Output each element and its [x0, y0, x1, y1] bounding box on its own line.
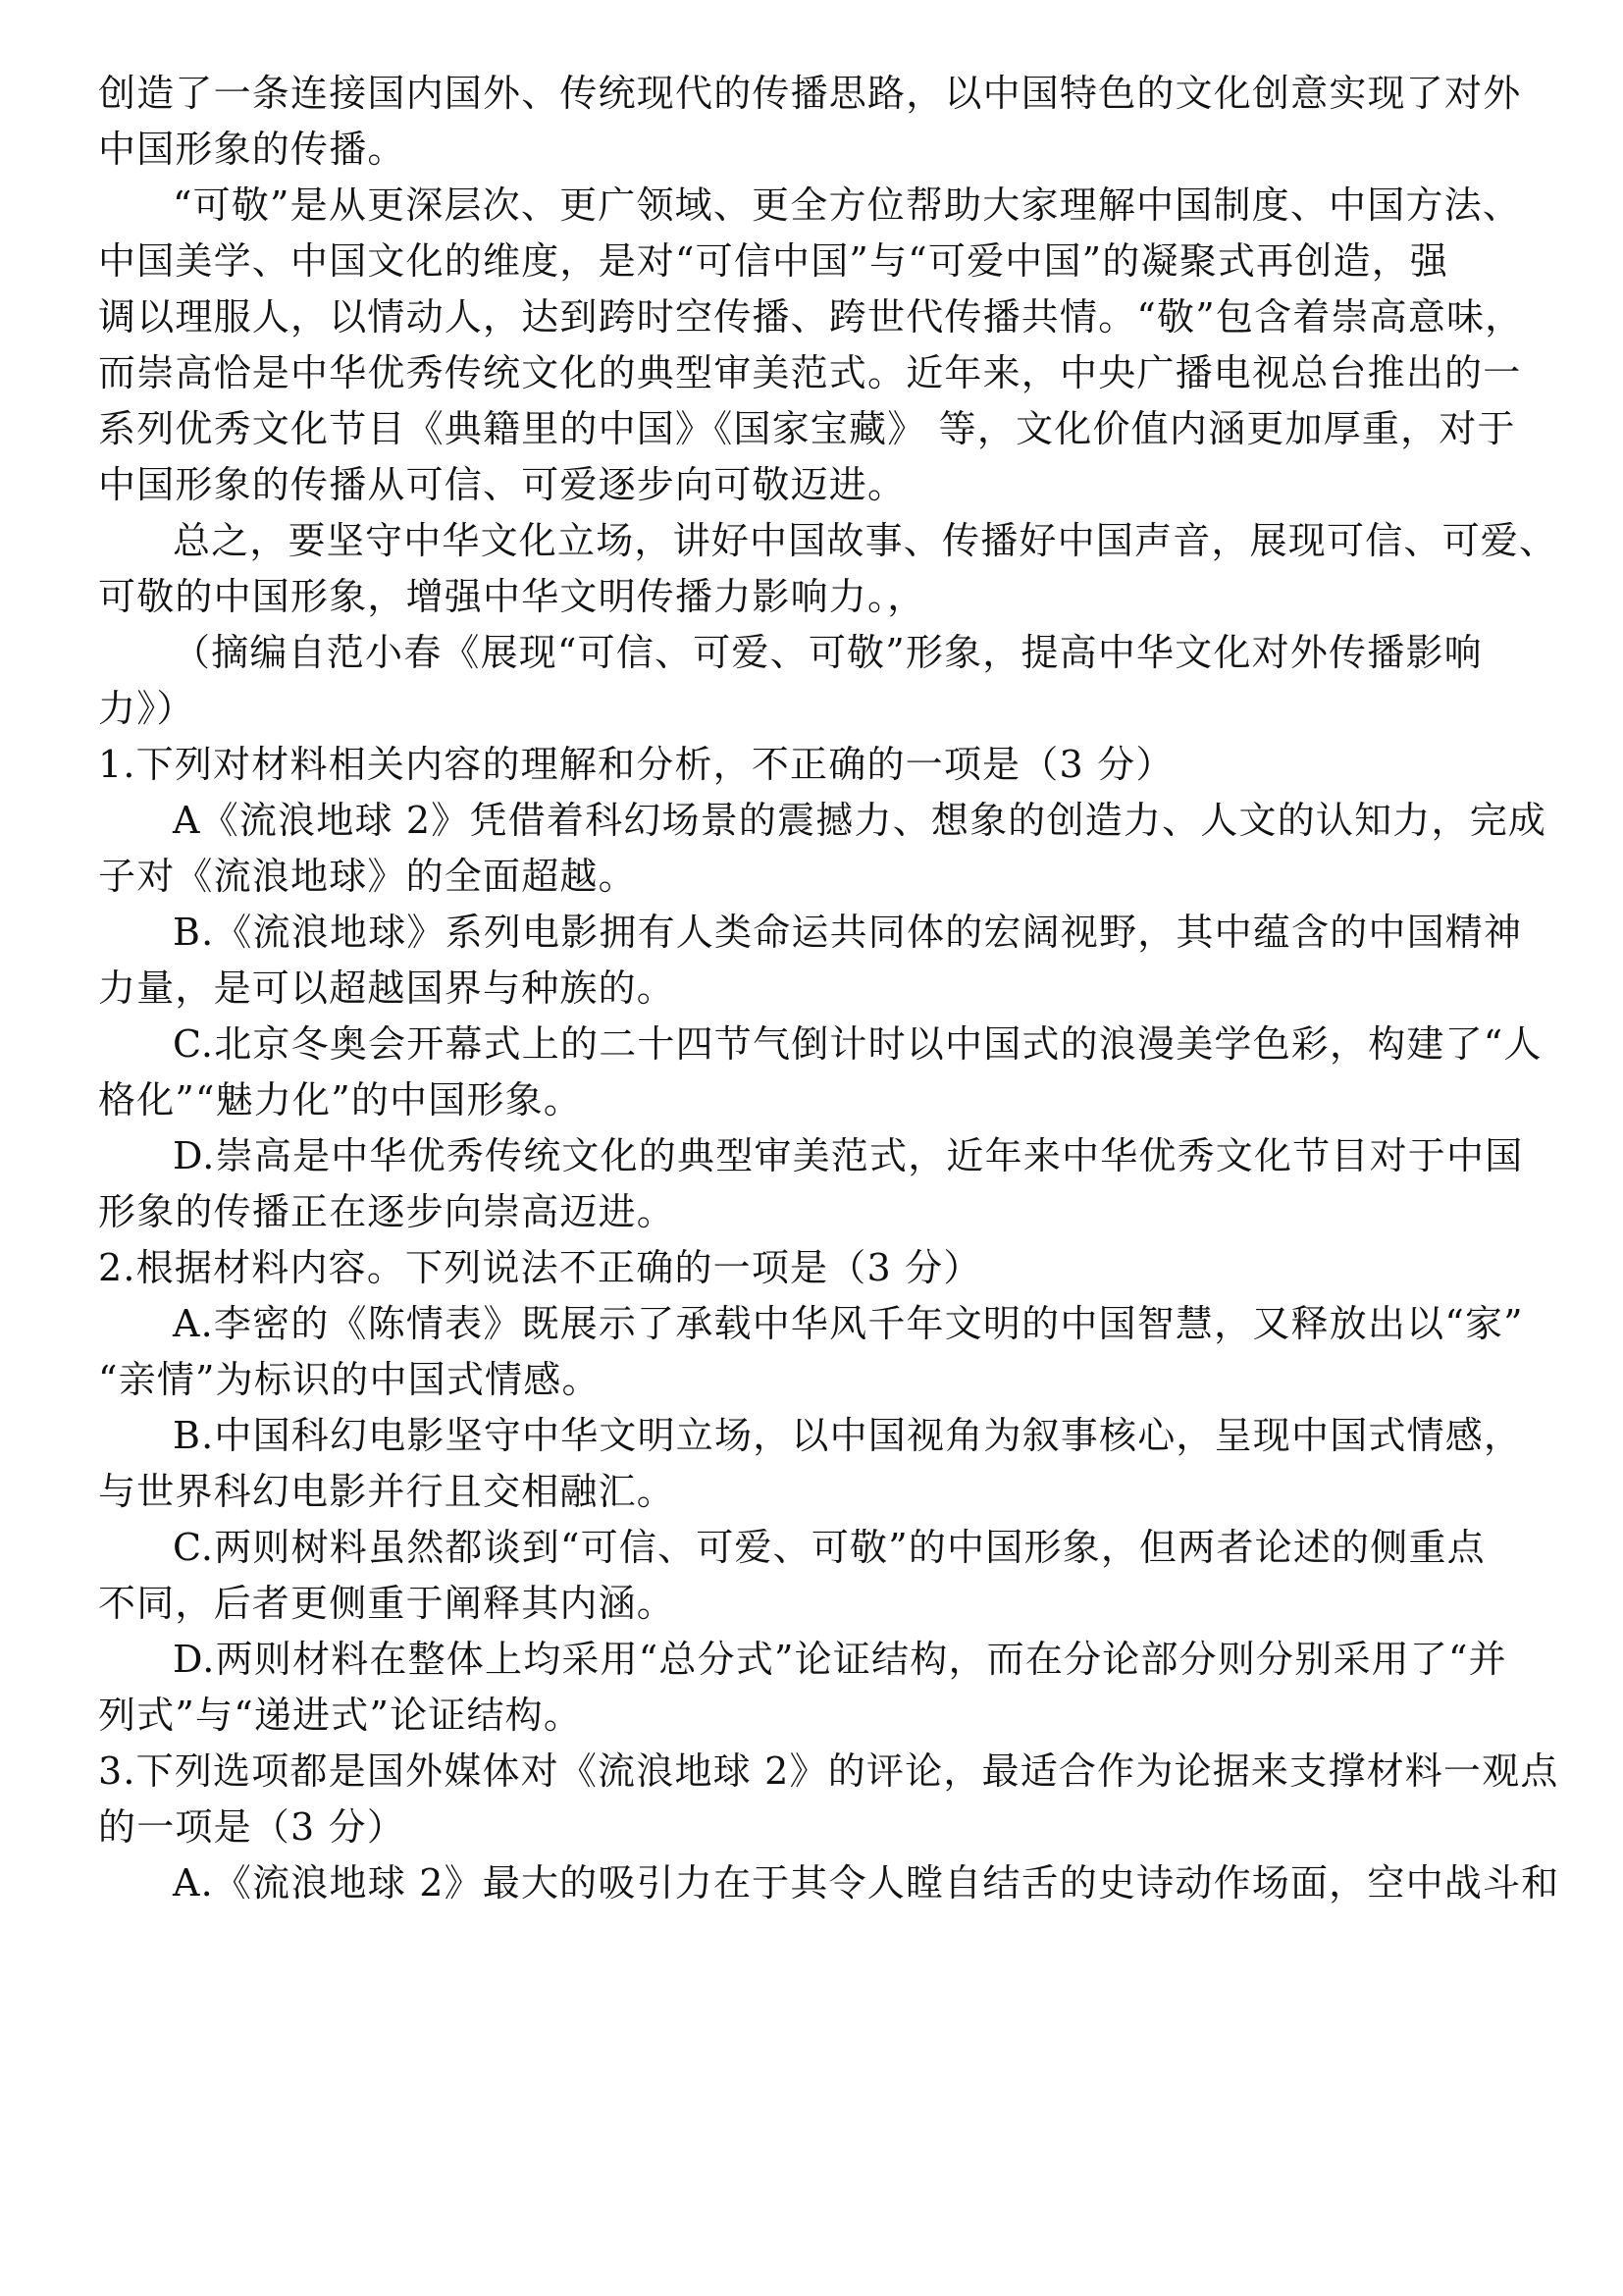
passage-p3-line1: 总之，要坚守中华文化立场，讲好中国故事、传播好中国声音，展现可信、可爱、 [173, 519, 1558, 562]
q2-option-b-line1: B.中国科幻电影坚守中华文明立场，以中国视角为叙事核心，呈现中国式情感， [173, 1414, 1523, 1457]
question-3-stem-line1: 3.下列选项都是国外媒体对《流浪地球 2》的评论，最适合作为论据来支撑材料一观点 [98, 1749, 1559, 1793]
q2-option-a-line1: A.李密的《陈情表》既展示了承载中华风千年文明的中国智慧，又释放出以“家” [173, 1302, 1524, 1345]
question-3-stem-line2: 的一项是（3 分） [98, 1805, 406, 1849]
q1-option-d-line2: 形象的传播正在逐步向崇高迈进。 [98, 1190, 676, 1233]
q1-option-b-line1: B.《流浪地球》系列电影拥有人类命运共同体的宏阔视野，其中蕴含的中国精神 [173, 911, 1523, 954]
q2-option-c-line2: 不同，后者更侧重于阐释其内涵。 [98, 1582, 676, 1625]
question-2-stem: 2.根据材料内容。下列说法不正确的一项是（3 分） [98, 1246, 982, 1289]
q1-option-d-line1: D.崇高是中华优秀传统文化的典型审美范式，近年来中华优秀文化节目对于中国 [173, 1134, 1524, 1177]
q1-option-c-line1: C.北京冬奥会开幕式上的二十四节气倒计时以中国式的浪漫美学色彩，构建了“人 [173, 1022, 1543, 1066]
q1-option-b-line2: 力量，是可以超越国界与种族的。 [98, 966, 676, 1010]
passage-p2-line2: 中国美学、中国文化的维度，是对“可信中国”与“可爱中国”的凝聚式再创造，强 [98, 239, 1449, 283]
q1-option-a-line2: 子对《流浪地球》的全面超越。 [98, 855, 637, 898]
passage-p2-line6: 中国形象的传播从可信、可爱逐步向可敬迈进。 [98, 463, 907, 506]
q2-option-c-line1: C.两则树料虽然都谈到“可信、可爱、可敬”的中国形象，但两者论述的侧重点 [173, 1526, 1486, 1569]
q2-option-d-line2: 列式”与“递进式”论证结构。 [98, 1694, 583, 1737]
q1-option-a-line1: A《流浪地球 2》凭借着科幻场景的震撼力、想象的创造力、人文的认知力，完成 [173, 799, 1547, 842]
q1-option-c-line2: 格化”“魅力化”的中国形象。 [98, 1078, 583, 1122]
passage-p3-line2: 可敬的中国形象，增强中华文明传播力影响力。， [98, 575, 926, 618]
question-1-stem: 1.下列对材料相关内容的理解和分析，不正确的一项是（3 分） [98, 743, 1175, 786]
passage-p2-line1: “可敬”是从更深层次、更广领域、更全方位帮助大家理解中国制度、中国方法、 [173, 183, 1522, 227]
source-citation-line1: （摘编自范小春《展现“可信、可爱、可敬”形象，提高中华文化对外传播影响 [173, 631, 1483, 674]
q3-option-a-line1: A.《流浪地球 2》最大的吸引力在于其令人瞠自结舌的史诗动作场面，空中战斗和 [173, 1861, 1560, 1905]
passage-p2-line5: 系列优秀文化节目《典籍里的中国》《国家宝藏》 等，文化价值内涵更加厚重，对于 [98, 407, 1516, 450]
passage-p1-line1: 创造了一条连接国内国外、传统现代的传播思路，以中国特色的文化创意实现了对外 [98, 72, 1522, 115]
q2-option-a-line2: “亲情”为标识的中国式情感。 [98, 1358, 601, 1401]
passage-p1-line2: 中国形象的传播。 [98, 128, 406, 171]
q2-option-b-line2: 与世界科幻电影并行且交相融汇。 [98, 1470, 676, 1513]
q2-option-d-line1: D.两则材料在整体上均采用“总分式”论证结构，而在分论部分则分别采用了“并 [173, 1638, 1507, 1681]
source-citation-line2: 力》） [98, 687, 195, 730]
passage-p2-line3: 调以理服人，以情动人，达到跨时空传播、跨世代传播共情。“敬”包含着崇高意味， [98, 295, 1524, 339]
passage-p2-line4: 而崇高恰是中华优秀传统文化的典型审美范式。近年来，中央广播电视总台推出的一 [98, 351, 1522, 394]
